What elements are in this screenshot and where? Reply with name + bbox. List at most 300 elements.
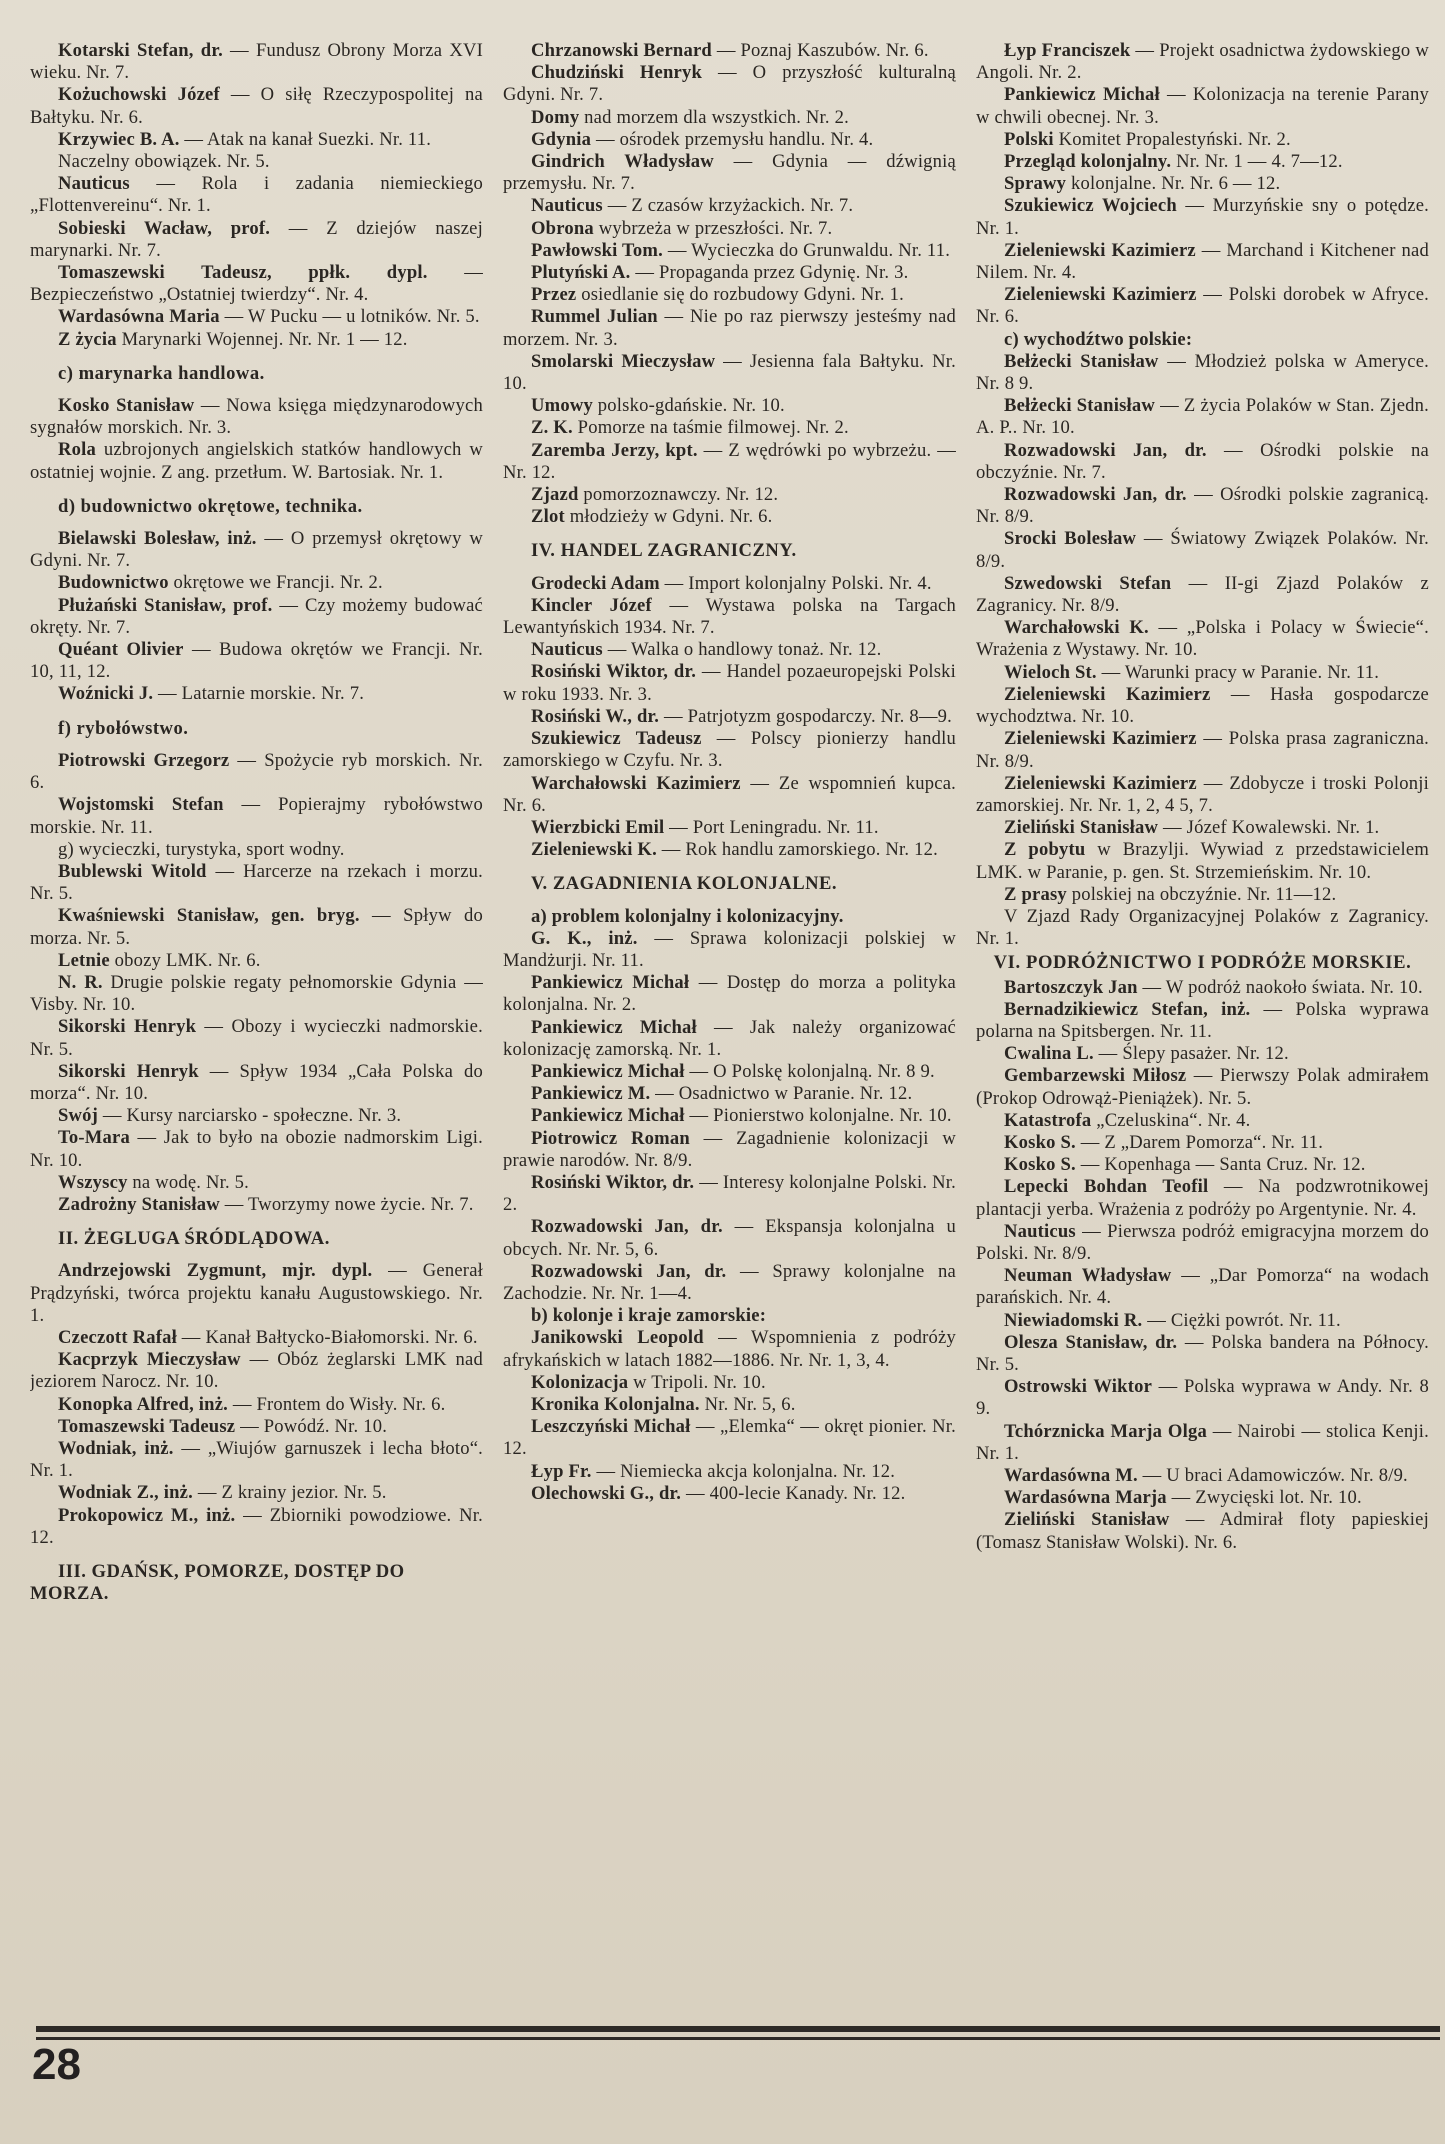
entry-title: — Spływ do morza. Nr. 5. (30, 905, 483, 949)
index-entry (30, 861, 483, 905)
index-entry (976, 662, 1429, 684)
entry-title: — 400-lecie Kanady. Nr. 12. (681, 1482, 906, 1504)
index-entry (503, 1105, 956, 1127)
index-entry (976, 40, 1429, 84)
entry-title: — Z czasów krzyżackich. Nr. 7. (602, 195, 854, 217)
section-heading: II. ŻEGLUGA ŚRÓDLĄDOWA. (58, 1228, 330, 1250)
index-entry (976, 728, 1429, 772)
entry-title: — U braci Adamowiczów. Nr. 8/9. (1137, 1465, 1408, 1486)
index-entry (30, 84, 483, 128)
section-heading: c) marynarka handlowa. (58, 362, 265, 384)
section-heading: d) budownictwo okrętowe, technika. (58, 495, 363, 517)
entry-author: Grodecki Adam (531, 572, 660, 594)
entry-author: Tomaszewski Tadeusz, ppłk. dypl. (58, 262, 428, 284)
index-entry (30, 1172, 483, 1194)
entry-author: Niewiadomski R. (1004, 1309, 1143, 1331)
entry-title: polsko-gdańskie. Nr. 10. (592, 395, 785, 417)
entry-title: — Walka o handlowy tonaż. Nr. 12. (602, 639, 882, 661)
entry-author: Srocki Bolesław (1004, 528, 1137, 550)
entry-author: Szukiewicz Tadeusz (531, 728, 702, 750)
entry-title: osiedlanie się do rozbudowy Gdyni. Nr. 1. (576, 284, 904, 306)
entry-author: Kronika Kolonjalna. (531, 1393, 700, 1415)
entry-title: — W Pucku — u lotników. Nr. 5. (219, 306, 480, 328)
entry-title: — Atak na kanał Suezki. Nr. 11. (179, 128, 432, 150)
index-entry (503, 817, 956, 839)
entry-title: — Na podzwrotnikowej plantacji yerba. Wrażenia z podróży po Argentynie. Nr. 4. (976, 1176, 1429, 1220)
entry-title: — Polska wyprawa polarna na Spitsbergen. Nr. 11. (976, 998, 1429, 1042)
entry-title: — Zagadnienie kolonizacji w prawie narodów. Nr. 8/9. (503, 1127, 956, 1171)
index-entry (503, 506, 956, 528)
entry-author: Katastrofa (1004, 1109, 1092, 1131)
entry-title: młodzieży w Gdyni. Nr. 6. (564, 506, 773, 528)
index-entry (503, 417, 956, 439)
index-entry (30, 218, 483, 262)
entry-author: Gdynia (531, 128, 592, 150)
index-entry (976, 1176, 1429, 1220)
entry-author: Smolarski Mieczysław (531, 350, 716, 372)
entry-author: Zieleniewski K. (531, 839, 657, 861)
entry-author: Zaremba Jerzy, kpt. (531, 439, 698, 461)
entry-author: Rosiński Wiktor, dr. (531, 661, 697, 683)
index-entry (976, 1487, 1429, 1509)
entry-title: nad morzem dla wszystkich. Nr. 2. (579, 106, 849, 128)
index-entry (503, 395, 956, 417)
index-entry (503, 773, 956, 817)
index-entry (503, 573, 956, 595)
index-entry (503, 151, 956, 195)
entry-title: — Harcerze na rzekach i morzu. Nr. 5. (30, 860, 483, 905)
entry-author: Andrzejowski Zygmunt, mjr. dypl. (58, 1260, 373, 1282)
entry-author: Janikowski Leopold (531, 1327, 704, 1349)
index-entry (503, 1017, 956, 1061)
entry-title: — Hasła gospodarcze wychodztwa. Nr. 10. (976, 683, 1429, 728)
index-entry (976, 284, 1429, 328)
entry-author: Rozwadowski Jan, dr. (1004, 439, 1207, 461)
index-entry (503, 595, 956, 639)
entry-author: Kwaśniewski Stanisław, gen. bryg. (58, 905, 360, 927)
entry-title: — Powódź. Nr. 10. (235, 1415, 388, 1437)
entry-title: — Jesienna fala Bałtyku. Nr. 10. (503, 350, 956, 395)
entry-author: Kosko S. (1004, 1154, 1076, 1176)
index-entry (30, 329, 483, 351)
entry-title: Nr. Nr. 5, 6. (699, 1393, 796, 1415)
entry-title: — Sprawa kolonizacji polskiej w Mandżurji. Nr. 11. (503, 927, 956, 971)
entry-author: Szwedowski Stefan (1004, 572, 1172, 594)
entry-title: — Z krainy jezior. Nr. 5. (192, 1482, 387, 1504)
index-entry (976, 817, 1429, 839)
entry-author: Pankiewicz M. (531, 1083, 651, 1105)
entry-title: — Nowa księga międzynarodowych sygnałów morskich. Nr. 3. (30, 395, 483, 439)
index-entry (503, 1128, 956, 1172)
entry-title: — Z „Darem Pomorza“. Nr. 11. (1075, 1131, 1324, 1153)
index-entry (30, 1482, 483, 1504)
entry-author: Bielawski Bolesław, inż. (58, 528, 257, 550)
entry-title: — Obóz żeglarski LMK nad jeziorem Narocz. Nr. 10. (30, 1349, 483, 1393)
index-entry (30, 1505, 483, 1549)
index-entry (976, 151, 1429, 173)
entry-author: Gindrich Władysław (531, 151, 714, 173)
entry-title: — II-gi Zjazd Polaków z Zagranicy. Nr. 8/9. (976, 572, 1429, 617)
section-heading: VI. PODRÓŻNICTWO I PODRÓŻE MORSKIE. (993, 952, 1412, 974)
index-entry (976, 484, 1429, 528)
index-entry (503, 262, 956, 284)
entry-author: Swój (58, 1105, 99, 1127)
entry-title: — O przyszłość kulturalną Gdyni. Nr. 7. (503, 62, 956, 106)
index-entry (976, 84, 1429, 128)
entry-title: — Spływ 1934 „Cała Polska do morza“. Nr. 10. (30, 1060, 483, 1104)
entry-title: — Pierwsza podróż emigracyjna morzem do Polski. Nr. 8/9. (976, 1220, 1429, 1264)
section-heading: IV. HANDEL ZAGRANICZNY. (531, 540, 797, 562)
index-entry (30, 173, 483, 217)
index-entry (976, 999, 1429, 1043)
index-entry (976, 617, 1429, 661)
entry-title: — Spożycie ryb morskich. Nr. 6. (30, 749, 483, 794)
index-entry (503, 62, 956, 106)
entry-title: — Pionierstwo kolonjalne. Nr. 10. (684, 1105, 952, 1127)
entry-title: — Sprawy kolonjalne na Zachodzie. Nr. Nr. 1—4. (503, 1260, 956, 1304)
entry-author: Polski (1004, 128, 1054, 150)
index-entry (503, 1061, 956, 1083)
entry-author: Neuman Władysław (1004, 1265, 1172, 1287)
entry-title: — Obozy i wycieczki nadmorskie. Nr. 5. (30, 1016, 483, 1060)
index-entry (503, 195, 956, 217)
index-entry (976, 351, 1429, 395)
entry-title: — Poznaj Kaszubów. Nr. 6. (711, 40, 929, 61)
index-entry (503, 240, 956, 262)
entry-title: — Generał Prądzyński, twórca projektu kanału Augustowskiego. Nr. 1. (30, 1260, 483, 1326)
index-entry (30, 1105, 483, 1127)
entry-author: Pawłowski Tom. (531, 239, 663, 261)
entry-author: Wardasówna Marja (1004, 1487, 1167, 1509)
entry-title: — Dostęp do morza a polityka kolonjalna. Nr. 2. (503, 972, 956, 1016)
entry-title: — Frontem do Wisły. Nr. 6. (228, 1393, 446, 1415)
entry-title: w Tripoli. Nr. 10. (628, 1371, 766, 1393)
entry-author: Olesza Stanisław, dr. (1004, 1331, 1178, 1353)
entry-author: Zjazd (531, 484, 579, 506)
entry-author: Krzywiec B. A. (58, 128, 180, 150)
entry-title: — Import kolonjalny Polski. Nr. 4. (659, 572, 932, 594)
entry-author: Rozwadowski Jan, dr. (531, 1216, 723, 1238)
entry-author: Zieleniewski Kazimierz (1004, 772, 1197, 794)
index-entry (30, 1061, 483, 1105)
entry-author: Ostrowski Wiktor (1004, 1376, 1153, 1398)
entry-author: Wardasówna Maria (58, 306, 220, 328)
index-entry (976, 1509, 1429, 1553)
entry-title: — Czy możemy budować okręty. Nr. 7. (30, 594, 483, 638)
entry-title: — Zwycięski lot. Nr. 10. (1166, 1487, 1362, 1509)
index-entry (30, 639, 483, 683)
index-entry (30, 905, 483, 949)
entry-title: — Fundusz Obrony Morza XVI wieku. Nr. 7. (30, 40, 483, 84)
entry-title: — „Polska i Polacy w Świecie“. Wrażenia z Wystawy. Nr. 10. (976, 617, 1429, 661)
index-entry (976, 1376, 1429, 1420)
entry-title: — O Polskę kolonjalną. Nr. 8 9. (684, 1060, 935, 1082)
subsection-heading: c) wychodźtwo polskie: (1004, 328, 1193, 350)
entry-title: wybrzeża w przeszłości. Nr. 7. (593, 217, 833, 239)
index-entry (503, 284, 956, 306)
index-entry (976, 1465, 1429, 1487)
entry-title: — Patrjotyzm gospodarczy. Nr. 8—9. (659, 705, 953, 727)
entry-author: Zieleniewski Kazimierz (1004, 239, 1196, 261)
entry-title: na wodę. Nr. 5. (127, 1171, 250, 1193)
index-entry (976, 1132, 1429, 1154)
entry-title: — Ekspansja kolonjalna u obcych. Nr. Nr. 5, 6. (503, 1216, 956, 1260)
entry-title: — Światowy Związek Polaków. Nr. 8/9. (976, 528, 1429, 572)
index-entry (976, 884, 1429, 906)
entry-title: — Z wędrówki po wybrzeżu. — Nr. 12. (503, 439, 956, 483)
entry-author: Z życia (58, 328, 117, 350)
entry-title: — Ośrodki polskie zagranicą. Nr. 8/9. (976, 484, 1429, 528)
index-entry (503, 218, 956, 240)
entry-title: polskiej na obczyźnie. Nr. 11—12. (1066, 883, 1337, 905)
entry-author: Sikorski Henryk (58, 1016, 197, 1038)
entry-author: Zieliński Stanisław (1004, 1509, 1170, 1531)
entry-author: Sprawy (1004, 173, 1067, 195)
entry-author: G. K., inż. (531, 927, 638, 949)
entry-title: Nr. Nr. 1 — 4. 7—12. (1171, 151, 1343, 173)
entry-author: Pankiewicz Michał (531, 972, 690, 994)
entry-title: Pomorze na taśmie filmowej. Nr. 2. (572, 417, 849, 439)
index-entry (503, 440, 956, 484)
entry-title: — Warunki pracy w Paranie. Nr. 11. (1096, 661, 1380, 683)
entry-title: — Wycieczka do Grunwaldu. Nr. 11. (662, 239, 951, 261)
index-entry (976, 1154, 1429, 1176)
index-entry (503, 1083, 956, 1105)
entry-author: Bełżecki Stanisław (1004, 350, 1159, 372)
entry-title: — Rok handlu zamorskiego. Nr. 12. (656, 839, 938, 861)
entry-title: — Budowa okrętów we Francji. Nr. 10, 11, 12. (30, 639, 483, 683)
entry-title: — Ze wspomnień kupca. Nr. 6. (503, 772, 956, 816)
index-entry (503, 1483, 956, 1505)
entry-title: — „Dar Pomorza“ na wodach parańskich. Nr. 4. (976, 1265, 1429, 1309)
entry-author: Wojstomski Stefan (58, 794, 224, 816)
index-entry (503, 1261, 956, 1305)
index-entry (976, 1310, 1429, 1332)
entry-title: — Ośrodki polskie na obczyźnie. Nr. 7. (976, 439, 1429, 483)
entry-author: Z pobytu (1004, 839, 1086, 861)
index-entry (30, 1416, 483, 1438)
entry-author: Warchałowski K. (1004, 617, 1149, 639)
entry-author: Nauticus (58, 173, 130, 195)
index-entry (30, 40, 483, 84)
index-entry (976, 684, 1429, 728)
entry-title: Marynarki Wojennej. Nr. Nr. 1 — 12. (116, 328, 408, 350)
entry-title: — Niemiecka akcja kolonjalna. Nr. 12. (591, 1460, 896, 1482)
entry-title: — Gdynia — dźwignią przemysłu. Nr. 7. (503, 151, 956, 195)
index-entry (503, 1416, 956, 1460)
index-entry (503, 839, 956, 861)
entry-author: Kolonizacja (531, 1371, 629, 1393)
entry-title: — Zdobycze i troski Polonji zamorskiej. Nr. Nr. 1, 2, 4 5, 7. (976, 772, 1429, 816)
index-entry: g) wycieczki, turystyka, sport wodny. (58, 838, 345, 860)
entry-author: Łyp Fr. (531, 1460, 592, 1482)
entry-title: — ośrodek przemysłu handlu. Nr. 4. (591, 128, 874, 150)
index-entry (30, 972, 483, 1016)
entry-title: — Wystawa polska na Targach Lewantyńskich 1934. Nr. 7. (503, 594, 956, 639)
entry-title: — Ślepy pasażer. Nr. 12. (1093, 1043, 1289, 1065)
entry-author: Sobieski Wacław, prof. (58, 217, 271, 239)
index-entry (30, 1394, 483, 1416)
entry-title: — Wspomnienia z podróży afrykańskich w latach 1882—1886. Nr. Nr. 1, 3, 4. (503, 1327, 956, 1371)
entry-author: Wieloch St. (1004, 661, 1097, 683)
entry-author: Rozwadowski Jan, dr. (1004, 484, 1187, 506)
entry-author: Prokopowicz M., inż. (58, 1504, 236, 1526)
index-entry (503, 661, 956, 705)
column-left (30, 40, 483, 2025)
entry-author: Obrona (531, 217, 594, 239)
entry-title: — Kursy narciarsko - społeczne. Nr. 3. (98, 1105, 402, 1127)
index-entry (976, 1421, 1429, 1465)
entry-author: Czeczott Rafał (58, 1326, 177, 1348)
entry-author: Bernadzikiewicz Stefan, inż. (1004, 998, 1251, 1020)
entry-author: Budownictwo (58, 572, 169, 594)
index-entry (30, 683, 483, 705)
entry-title: Komitet Propalestyński. Nr. 2. (1053, 128, 1291, 150)
entry-title: — Propaganda przez Gdynię. Nr. 3. (630, 262, 909, 284)
index-entry (30, 1016, 483, 1060)
entry-author: Wardasówna M. (1004, 1465, 1138, 1486)
index-entry (976, 977, 1429, 999)
entry-author: Plutyński A. (531, 262, 631, 284)
entry-title: — Ciężki powrót. Nr. 11. (1142, 1309, 1341, 1331)
entry-author: Chrzanowski Bernard (531, 40, 712, 61)
entry-author: Rosiński Wiktor, dr. (531, 1171, 695, 1193)
entry-author: Z. K. (531, 417, 573, 439)
entry-author: To-Mara (58, 1127, 130, 1149)
entry-title: — Jak należy organizować kolonizację zamorską. Nr. 1. (503, 1016, 956, 1060)
entry-author: Pankiewicz Michał (531, 1105, 685, 1127)
index-entry (503, 972, 956, 1016)
index-entry (30, 129, 483, 151)
index-entry (503, 1372, 956, 1394)
entry-author: Łyp Franciszek (1004, 40, 1131, 61)
entry-title: — Zbiorniki powodziowe. Nr. 12. (30, 1504, 483, 1548)
entry-author: Szukiewicz Wojciech (1004, 195, 1177, 217)
index-entry (30, 750, 483, 794)
index-entry (976, 395, 1429, 439)
entry-author: Płużański Stanisław, prof. (58, 594, 273, 616)
entry-title: — Port Leningradu. Nr. 11. (664, 816, 879, 838)
index-entry (503, 1172, 956, 1216)
entry-author: Wierzbicki Emil (531, 816, 665, 838)
subsection-heading: b) kolonje i kraje zamorskie: (531, 1305, 767, 1327)
entry-title: pomorzoznawczy. Nr. 12. (578, 484, 779, 506)
entry-author: Nauticus (531, 639, 603, 661)
entry-title: w Brazylji. Wywiad z przedstawicielem LMK. w Paranie, p. gen. St. Strzemieńskim. Nr. 10. (976, 839, 1429, 883)
entry-author: Bartoszczyk Jan (1004, 976, 1138, 998)
index-entry (976, 1221, 1429, 1265)
entry-title: Drugie polskie regaty pełnomorskie Gdynia — Visby. Nr. 10. (30, 971, 483, 1016)
entry-author: Kosko S. (1004, 1131, 1076, 1153)
index-entry (503, 728, 956, 772)
entry-title: — Młodzież polska w Ameryce. Nr. 8 9. (976, 350, 1429, 395)
index-entry (503, 928, 956, 972)
entry-title: kolonjalne. Nr. Nr. 6 — 12. (1066, 173, 1281, 195)
entry-title: — Józef Kowalewski. Nr. 1. (1158, 817, 1380, 839)
index-entry (503, 1327, 956, 1371)
index-entry (503, 706, 956, 728)
entry-author: Zieleniewski Kazimierz (1004, 284, 1197, 306)
index-entry (30, 794, 483, 838)
index-entry (30, 1260, 483, 1327)
index-entry (30, 262, 483, 306)
entry-title: — Z dziejów naszej marynarki. Nr. 7. (30, 217, 483, 261)
entry-title: — Latarnie morskie. Nr. 7. (153, 683, 365, 705)
entry-title: — Nairobi — stolica Kenji. Nr. 1. (976, 1420, 1429, 1464)
index-entry (503, 40, 956, 62)
index-entry (976, 1065, 1429, 1109)
entry-title: — Polski dorobek w Afryce. Nr. 6. (976, 284, 1429, 328)
entry-author: Domy (531, 106, 580, 128)
entry-author: Piotrowski Grzegorz (58, 749, 230, 771)
entry-title: — Polska wyprawa w Andy. Nr. 8 9. (976, 1376, 1429, 1420)
index-entry (976, 1043, 1429, 1065)
index-entry (30, 1194, 483, 1216)
entry-author: Kacprzyk Mieczysław (58, 1349, 241, 1371)
entry-title: „Czeluskina“. Nr. 4. (1091, 1109, 1251, 1131)
entry-title: — Z życia Polaków w Stan. Zjedn. A. P.. Nr. 10. (976, 395, 1429, 439)
index-entry: V Zjazd Rady Organizacyjnej Polaków z Zagranicy. Nr. 1. (976, 905, 1429, 950)
index-entry (976, 773, 1429, 817)
entry-author: Nauticus (1004, 1220, 1076, 1242)
entry-author: Bełżecki Stanisław (1004, 395, 1156, 417)
column-middle (503, 40, 956, 2025)
subsection-heading: a) problem kolonjalny i kolonizacyjny. (531, 905, 844, 927)
index-entry (976, 240, 1429, 284)
index-entry (30, 1327, 483, 1349)
entry-author: Wodniak, inż. (58, 1437, 174, 1459)
index-entry (976, 528, 1429, 572)
index-entry (30, 1127, 483, 1171)
index-entry (503, 1216, 956, 1260)
entry-author: Letnie (58, 949, 110, 971)
entry-title: okrętowe we Francji. Nr. 2. (168, 572, 383, 594)
entry-title: — Tworzymy nowe życie. Nr. 7. (219, 1193, 474, 1215)
index-entry (976, 195, 1429, 239)
entry-title: — Popierajmy rybołówstwo morskie. Nr. 11. (30, 794, 483, 838)
index-entry (503, 351, 956, 395)
index-columns (30, 40, 1430, 2025)
entry-title: — Rola i zadania niemieckiego „Flottenvereinu“. Nr. 1. (30, 173, 483, 217)
entry-title: — Interesy kolonjalne Polski. Nr. 2. (503, 1171, 956, 1216)
entry-author: Kincler Józef (531, 594, 652, 616)
entry-author: Wszyscy (58, 1171, 128, 1193)
footer-rule-thin (36, 2037, 1440, 2040)
index-entry (503, 484, 956, 506)
index-entry (976, 573, 1429, 617)
entry-author: Zieliński Stanisław (1004, 817, 1159, 839)
entry-author: Kotarski Stefan, dr. (58, 40, 223, 61)
index-entry (30, 572, 483, 594)
entry-author: Zieleniewski Kazimierz (1004, 683, 1211, 705)
entry-author: Rummel Julian (531, 306, 658, 328)
entry-author: Sikorski Henryk (58, 1060, 199, 1082)
entry-author: Olechowski G., dr. (531, 1482, 682, 1504)
index-entry (503, 107, 956, 129)
index-entry (30, 595, 483, 639)
entry-author: Tchórznicka Marja Olga (1004, 1420, 1207, 1442)
entry-author: Lepecki Bohdan Teofil (1004, 1176, 1209, 1198)
entry-title: — Osadnictwo w Paranie. Nr. 12. (650, 1083, 913, 1105)
index-entry (976, 1332, 1429, 1376)
page-number: 28 (32, 2040, 81, 2089)
entry-author: Pankiewicz Michał (1004, 84, 1160, 106)
index-entry (30, 439, 483, 483)
entry-author: Przez (531, 284, 577, 306)
column-right (976, 40, 1429, 2025)
entry-author: Piotrowicz Roman (531, 1127, 690, 1149)
entry-author: Cwalina L. (1004, 1043, 1094, 1065)
